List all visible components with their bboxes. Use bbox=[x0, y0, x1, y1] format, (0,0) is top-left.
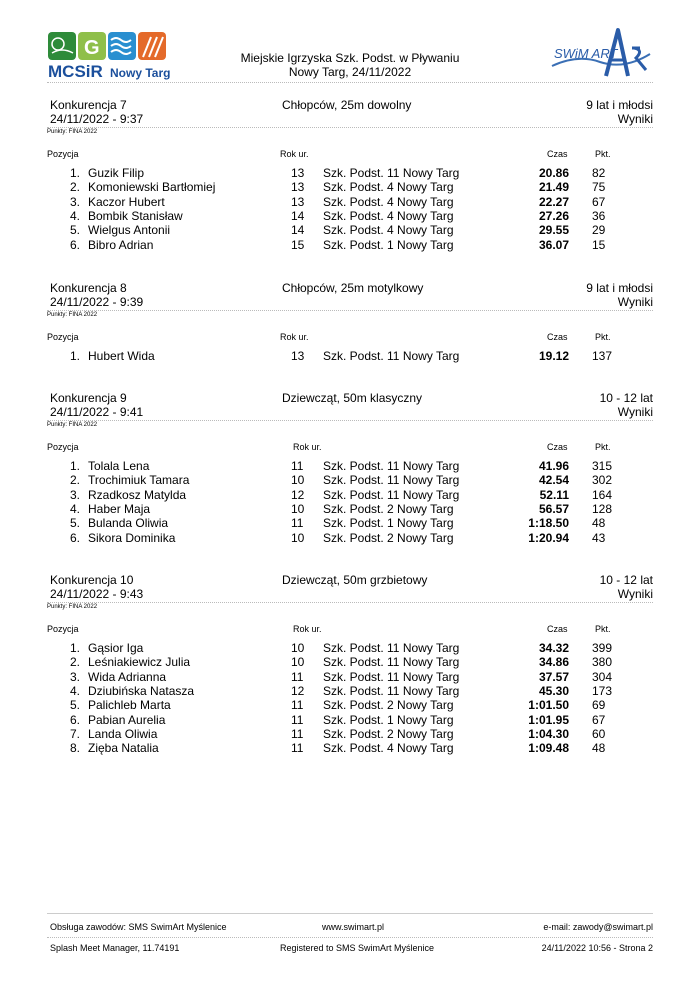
club-name: Szk. Podst. 4 Nowy Targ bbox=[323, 208, 454, 223]
event-number: Konkurencja 10 bbox=[50, 573, 134, 587]
result-time: 41.96 bbox=[538, 459, 569, 473]
result-time: 1:18.50 bbox=[528, 516, 569, 531]
club-name: Szk. Podst. 1 Nowy Targ bbox=[323, 516, 454, 531]
result-position: 4. bbox=[69, 683, 80, 698]
result-time: 1:01.95 bbox=[528, 712, 569, 727]
result-position: 2. bbox=[69, 180, 80, 195]
result-row bbox=[47, 195, 653, 209]
result-row bbox=[47, 684, 653, 698]
footer-registered: Registered to SMS SwimArt Myślenice bbox=[280, 943, 435, 953]
result-row bbox=[47, 473, 653, 487]
result-time: 1:01.50 bbox=[528, 698, 569, 713]
result-row bbox=[47, 223, 653, 237]
result-time: 1:04.30 bbox=[528, 726, 569, 741]
points-system: Punkty: FINA 2022 bbox=[47, 312, 98, 318]
event-age-group: 9 lat i młodsi bbox=[586, 98, 653, 112]
swimmer-name: Bibro Adrian bbox=[88, 237, 154, 252]
result-points: 69 bbox=[592, 698, 606, 713]
result-time: 20.86 bbox=[538, 166, 569, 180]
club-name: Szk. Podst. 4 Nowy Targ bbox=[323, 741, 454, 756]
event-status: Wyniki bbox=[617, 587, 653, 601]
swimmer-name: Rzadkosz Matylda bbox=[88, 487, 187, 502]
swimmer-name: Gąsior Iga bbox=[88, 641, 144, 655]
result-points: 36 bbox=[592, 208, 606, 223]
points-system: Punkty: FINA 2022 bbox=[47, 422, 98, 428]
col-rok: Rok ur. bbox=[293, 624, 322, 634]
result-points: 128 bbox=[592, 501, 613, 516]
club-name: Szk. Podst. 11 Nowy Targ bbox=[323, 683, 460, 698]
club-name: Szk. Podst. 1 Nowy Targ bbox=[323, 237, 454, 252]
club-name: Szk. Podst. 11 Nowy Targ bbox=[323, 349, 460, 363]
result-position: 6. bbox=[69, 237, 80, 252]
result-points: 137 bbox=[592, 349, 613, 363]
result-position: 5. bbox=[69, 516, 80, 531]
birth-year: 11 bbox=[291, 669, 304, 684]
result-position: 6. bbox=[69, 712, 80, 727]
event-datetime: 24/11/2022 - 9:39 bbox=[50, 295, 144, 309]
logo-left-text: MCSiR bbox=[48, 62, 103, 81]
col-czas: Czas bbox=[547, 624, 568, 634]
result-row bbox=[47, 531, 653, 545]
col-pkt: Pkt. bbox=[595, 332, 611, 342]
result-time: 37.57 bbox=[538, 669, 569, 684]
birth-year: 11 bbox=[291, 516, 304, 531]
event-title: Chłopców, 25m dowolny bbox=[282, 98, 412, 112]
result-time: 45.30 bbox=[538, 683, 569, 698]
result-position: 1. bbox=[69, 641, 80, 655]
result-row bbox=[47, 502, 653, 516]
col-pkt: Pkt. bbox=[595, 624, 611, 634]
result-position: 1. bbox=[69, 349, 80, 363]
result-row bbox=[47, 516, 653, 530]
mcsir-logo bbox=[47, 31, 171, 81]
club-name: Szk. Podst. 4 Nowy Targ bbox=[323, 223, 454, 238]
result-row bbox=[47, 238, 653, 252]
club-name: Szk. Podst. 4 Nowy Targ bbox=[323, 194, 454, 209]
footer-website: www.swimart.pl bbox=[322, 922, 385, 932]
event-title: Dziewcząt, 50m klasyczny bbox=[282, 391, 423, 405]
col-czas: Czas bbox=[547, 442, 568, 452]
birth-year: 11 bbox=[291, 726, 304, 741]
swimmer-name: Dziubińska Natasza bbox=[88, 683, 195, 698]
event-datetime: 24/11/2022 - 9:43 bbox=[50, 587, 144, 601]
result-points: 48 bbox=[592, 741, 606, 756]
club-name: Szk. Podst. 2 Nowy Targ bbox=[323, 501, 454, 516]
col-pkt: Pkt. bbox=[595, 149, 611, 159]
event-datetime: 24/11/2022 - 9:37 bbox=[50, 112, 144, 126]
birth-year: 10 bbox=[291, 501, 305, 516]
result-time: 19.12 bbox=[538, 349, 569, 363]
result-position: 1. bbox=[69, 459, 80, 473]
result-time: 27.26 bbox=[538, 208, 569, 223]
result-time: 56.57 bbox=[538, 501, 569, 516]
club-name: Szk. Podst. 4 Nowy Targ bbox=[323, 180, 454, 195]
result-time: 1:20.94 bbox=[528, 530, 569, 545]
col-czas: Czas bbox=[547, 149, 568, 159]
footer-divider-top bbox=[47, 913, 653, 914]
birth-year: 14 bbox=[291, 208, 305, 223]
result-points: 15 bbox=[592, 237, 606, 252]
result-time: 29.55 bbox=[538, 223, 569, 238]
birth-year: 14 bbox=[291, 223, 305, 238]
result-position: 3. bbox=[69, 669, 80, 684]
result-points: 60 bbox=[592, 726, 606, 741]
club-name: Szk. Podst. 2 Nowy Targ bbox=[323, 530, 454, 545]
swimmer-name: Wida Adrianna bbox=[88, 669, 167, 684]
col-rok: Rok ur. bbox=[280, 149, 309, 159]
result-position: 3. bbox=[69, 194, 80, 209]
header-divider bbox=[47, 82, 653, 83]
club-name: Szk. Podst. 11 Nowy Targ bbox=[323, 166, 460, 180]
event-title: Dziewcząt, 50m grzbietowy bbox=[282, 573, 428, 587]
birth-year: 11 bbox=[291, 459, 304, 473]
points-system: Punkty: FINA 2022 bbox=[47, 604, 98, 610]
meet-location-date: Nowy Targ, 24/11/2022 bbox=[288, 65, 412, 79]
result-position: 4. bbox=[69, 208, 80, 223]
result-position: 7. bbox=[69, 726, 80, 741]
result-points: 48 bbox=[592, 516, 606, 531]
swimmer-name: Kaczor Hubert bbox=[88, 194, 165, 209]
event-datetime: 24/11/2022 - 9:41 bbox=[50, 405, 144, 419]
swimmer-name: Bulanda Oliwia bbox=[88, 516, 169, 531]
col-pkt: Pkt. bbox=[595, 442, 611, 452]
birth-year: 10 bbox=[291, 530, 305, 545]
footer-organizer: Obsługa zawodów: SMS SwimArt Myślenice bbox=[50, 922, 227, 932]
result-time: 34.32 bbox=[538, 641, 569, 655]
club-name: Szk. Podst. 11 Nowy Targ bbox=[323, 641, 460, 655]
event-divider bbox=[47, 310, 653, 311]
result-row bbox=[47, 670, 653, 684]
event-status: Wyniki bbox=[617, 405, 653, 419]
result-points: 67 bbox=[592, 194, 606, 209]
event-age-group: 10 - 12 lat bbox=[599, 573, 653, 587]
event-number: Konkurencja 8 bbox=[50, 281, 127, 295]
footer-timestamp: 24/11/2022 10:56 - Strona 2 bbox=[541, 943, 653, 953]
event-number: Konkurencja 9 bbox=[50, 391, 127, 405]
swimart-logo bbox=[548, 24, 654, 82]
swimmer-name: Zięba Natalia bbox=[88, 741, 159, 756]
result-row bbox=[47, 713, 653, 727]
result-points: 75 bbox=[592, 180, 606, 195]
club-name: Szk. Podst. 2 Nowy Targ bbox=[323, 726, 454, 741]
swimmer-name: Sikora Dominika bbox=[88, 530, 176, 545]
result-row bbox=[47, 698, 653, 712]
footer-divider-mid bbox=[47, 937, 653, 938]
result-time: 21.49 bbox=[538, 180, 569, 195]
result-row bbox=[47, 166, 653, 180]
result-points: 29 bbox=[592, 223, 606, 238]
result-row bbox=[47, 349, 653, 363]
result-position: 3. bbox=[69, 487, 80, 502]
result-points: 380 bbox=[592, 655, 613, 670]
result-row bbox=[47, 655, 653, 669]
birth-year: 13 bbox=[291, 349, 305, 363]
event-title: Chłopców, 25m motylkowy bbox=[282, 281, 424, 295]
swimmer-name: Leśniakiewicz Julia bbox=[88, 655, 191, 670]
result-points: 302 bbox=[592, 473, 613, 488]
meet-title: Miejskie Igrzyska Szk. Podst. w Pływaniu bbox=[240, 51, 460, 65]
result-row bbox=[47, 488, 653, 502]
birth-year: 12 bbox=[291, 683, 305, 698]
swimmer-name: Tolala Lena bbox=[88, 459, 150, 473]
event-divider bbox=[47, 420, 653, 421]
swimmer-name: Wielgus Antonii bbox=[88, 223, 171, 238]
col-pozycja: Pozycja bbox=[47, 332, 79, 342]
result-position: 8. bbox=[69, 741, 80, 756]
birth-year: 11 bbox=[291, 712, 304, 727]
result-time: 34.86 bbox=[538, 655, 569, 670]
event-status: Wyniki bbox=[617, 295, 653, 309]
result-time: 52.11 bbox=[539, 487, 569, 502]
club-name: Szk. Podst. 1 Nowy Targ bbox=[323, 712, 454, 727]
col-pozycja: Pozycja bbox=[47, 624, 79, 634]
logo-left-sub: Nowy Targ bbox=[110, 66, 171, 80]
result-time: 22.27 bbox=[538, 194, 569, 209]
swimmer-name: Guzik Filip bbox=[88, 166, 145, 180]
swimmer-name: Palichleb Marta bbox=[88, 698, 171, 713]
birth-year: 13 bbox=[291, 194, 305, 209]
result-row bbox=[47, 180, 653, 194]
result-points: 399 bbox=[592, 641, 613, 655]
result-points: 173 bbox=[592, 683, 613, 698]
result-row bbox=[47, 727, 653, 741]
event-age-group: 9 lat i młodsi bbox=[586, 281, 653, 295]
birth-year: 11 bbox=[291, 698, 304, 713]
result-row bbox=[47, 459, 653, 473]
col-czas: Czas bbox=[547, 332, 568, 342]
result-position: 5. bbox=[69, 698, 80, 713]
result-points: 304 bbox=[592, 669, 613, 684]
result-time: 42.54 bbox=[538, 473, 569, 488]
birth-year: 11 bbox=[291, 741, 304, 756]
event-age-group: 10 - 12 lat bbox=[599, 391, 653, 405]
swimmer-name: Komoniewski Bartłomiej bbox=[88, 180, 216, 195]
result-position: 6. bbox=[69, 530, 80, 545]
club-name: Szk. Podst. 11 Nowy Targ bbox=[323, 669, 460, 684]
svg-text:G: G bbox=[84, 37, 100, 59]
result-row bbox=[47, 209, 653, 223]
swimmer-name: Haber Maja bbox=[88, 501, 151, 516]
club-name: Szk. Podst. 11 Nowy Targ bbox=[323, 487, 460, 502]
club-name: Szk. Podst. 2 Nowy Targ bbox=[323, 698, 454, 713]
birth-year: 13 bbox=[291, 166, 305, 180]
club-name: Szk. Podst. 11 Nowy Targ bbox=[323, 473, 460, 488]
result-time: 36.07 bbox=[538, 237, 569, 252]
result-points: 67 bbox=[592, 712, 606, 727]
col-rok: Rok ur. bbox=[293, 442, 322, 452]
result-points: 315 bbox=[592, 459, 613, 473]
result-time: 1:09.48 bbox=[528, 741, 569, 756]
event-divider bbox=[47, 602, 653, 603]
swimmer-name: Landa Oliwia bbox=[88, 726, 158, 741]
result-row bbox=[47, 741, 653, 755]
swimmer-name: Hubert Wida bbox=[88, 349, 155, 363]
result-points: 43 bbox=[592, 530, 606, 545]
swimmer-name: Pabian Aurelia bbox=[88, 712, 166, 727]
footer-software: Splash Meet Manager, 11.74191 bbox=[50, 943, 180, 953]
birth-year: 10 bbox=[291, 473, 305, 488]
birth-year: 10 bbox=[291, 641, 305, 655]
col-pozycja: Pozycja bbox=[47, 442, 79, 452]
event-status: Wyniki bbox=[617, 112, 653, 126]
result-position: 4. bbox=[69, 501, 80, 516]
result-points: 164 bbox=[592, 487, 613, 502]
birth-year: 10 bbox=[291, 655, 305, 670]
col-pozycja: Pozycja bbox=[47, 149, 79, 159]
birth-year: 15 bbox=[291, 237, 305, 252]
swimmer-name: Trochimiuk Tamara bbox=[88, 473, 190, 488]
result-position: 1. bbox=[69, 166, 80, 180]
points-system: Punkty: FINA 2022 bbox=[47, 129, 98, 135]
birth-year: 12 bbox=[291, 487, 305, 502]
swimmer-name: Bombik Stanisław bbox=[88, 208, 183, 223]
club-name: Szk. Podst. 11 Nowy Targ bbox=[323, 655, 460, 670]
birth-year: 13 bbox=[291, 180, 305, 195]
result-position: 2. bbox=[69, 655, 80, 670]
result-points: 82 bbox=[592, 166, 606, 180]
result-position: 2. bbox=[69, 473, 80, 488]
result-row bbox=[47, 641, 653, 655]
club-name: Szk. Podst. 11 Nowy Targ bbox=[323, 459, 460, 473]
event-number: Konkurencja 7 bbox=[50, 98, 127, 112]
result-position: 5. bbox=[69, 223, 80, 238]
footer-email: e-mail: zawody@swimart.pl bbox=[543, 922, 653, 932]
event-divider bbox=[47, 127, 653, 128]
logo-right-text: SWiM ART bbox=[554, 46, 618, 61]
col-rok: Rok ur. bbox=[280, 332, 309, 342]
